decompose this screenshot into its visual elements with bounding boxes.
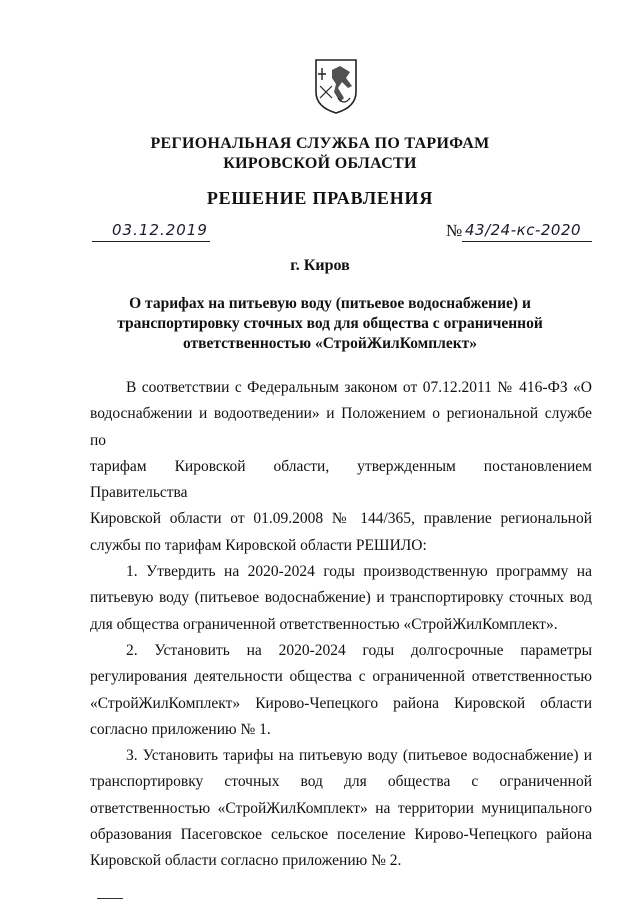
handwritten-number: 43/24-кс-2020	[465, 221, 582, 239]
body-line: 3. Установить тарифы на питьевую воду (питьевое водоснабжение) и	[126, 747, 592, 765]
handwritten-date: 03.12.2019	[112, 221, 208, 239]
number-field	[462, 223, 592, 242]
body-line: питьевую воду (питьевое водоснабжение) и транспортировку сточных вод	[90, 589, 592, 607]
paragraph-preamble	[90, 375, 592, 559]
body-line: В соответствии с Федеральным законом от 07.12.2011 № 416-ФЗ «О	[126, 379, 592, 396]
agency-name-line1: РЕГИОНАЛЬНАЯ СЛУЖБА ПО ТАРИФАМ	[150, 135, 490, 152]
body-line: 1. Утвердить на 2020-2024 годы производственную программу на	[126, 563, 592, 581]
paragraph-item-3	[90, 743, 592, 874]
body-line: Кировской области от 01.09.2008 № 144/365, правление региональной	[90, 510, 592, 528]
body-line: ответственностью «СтройЖилКомплект» на территории муниципального	[90, 799, 592, 817]
body-line: согласно приложению № 1.	[90, 720, 271, 738]
subject-line: ответственностью «СтройЖилКомплект»	[182, 335, 478, 352]
page-edge-mark	[97, 898, 123, 899]
body-line: 2. Установить на 2020-2024 годы долгосрочные параметры	[126, 641, 592, 659]
subject-line: транспортировку сточных вод для общества с ограниченной	[117, 315, 543, 332]
body-line: для общества ограниченной ответственностью «СтройЖилКомплект».	[90, 615, 558, 633]
body-line: тарифам Кировской области, утвержденным постановлением Правительства	[90, 457, 592, 502]
body-line: транспортировку сточных вод для общества с ограниченной	[90, 773, 592, 791]
document-body	[90, 375, 592, 875]
agency-name-line2: КИРОВСКОЙ ОБЛАСТИ	[223, 155, 417, 172]
decision-title: РЕШЕНИЕ ПРАВЛЕНИЯ	[206, 188, 434, 208]
body-line: службы по тарифам Кировской области РЕШИЛО:	[90, 536, 427, 554]
date-field	[92, 223, 210, 242]
kirov-coat-of-arms-icon	[314, 58, 358, 114]
body-line: водоснабжении и водоотведении» и Положением о региональной службе по	[90, 405, 592, 449]
paragraph-item-2	[90, 638, 592, 743]
paragraph-item-1	[90, 559, 592, 638]
body-line: Кировской области согласно приложению № 2.	[90, 852, 402, 870]
number-label: №	[446, 221, 463, 240]
subject-line: О тарифах на питьевую воду (питьевое водоснабжение) и	[129, 295, 531, 312]
body-line: «СтройЖилКомплект» Кирово-Чепецкого района Кировской области	[90, 694, 592, 712]
city-line: г. Киров	[290, 257, 350, 274]
body-line: образования Пасеговское сельское поселение Кирово-Чепецкого района	[90, 826, 592, 844]
subject-heading	[100, 294, 560, 354]
body-line: регулирования деятельности общества с ограниченной ответственностью	[90, 668, 592, 686]
